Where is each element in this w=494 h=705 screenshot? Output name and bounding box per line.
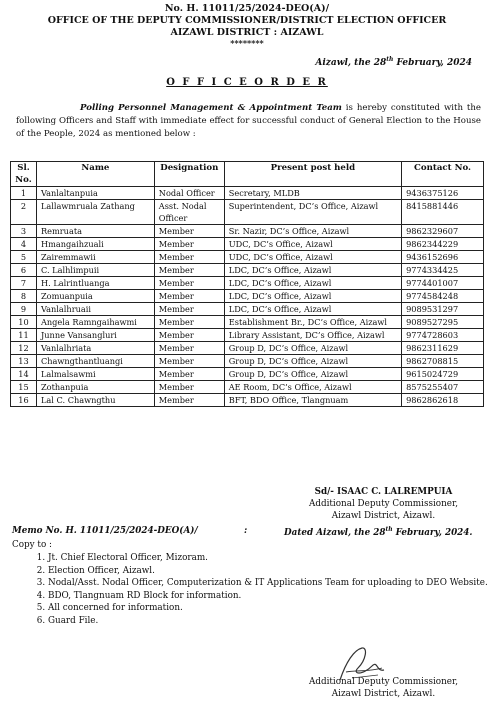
cell-designation: Member [154, 381, 224, 394]
table-row [11, 394, 484, 407]
cell-designation: Member [154, 277, 224, 290]
cell-contact: 9089527295 [402, 316, 484, 329]
signature-block [309, 486, 458, 522]
cell-designation: Member [154, 290, 224, 303]
cell-post: LDC, DC’s Office, Aizawl [224, 290, 401, 303]
cell-sl-no: 10 [11, 316, 37, 329]
cell-name: Lal C. Chawngthu [36, 394, 154, 407]
table-body [11, 187, 484, 407]
memo-colon: : [244, 526, 248, 536]
table-row [11, 238, 484, 251]
list-item: 2. Election Officer, Aizawl. [48, 565, 488, 578]
cell-post: UDC, DC’s Office, Aizawl [224, 238, 401, 251]
cell-designation: Member [154, 342, 224, 355]
col-header-name: Name [36, 162, 154, 187]
personnel-table [10, 161, 484, 407]
table-header-row [11, 162, 484, 187]
list-item: 6. Guard File. [48, 615, 488, 628]
cell-name: Remruata [36, 225, 154, 238]
memo-line [12, 526, 482, 536]
cell-post: Sr. Nazir, DC’s Office, Aizawl [224, 225, 401, 238]
cell-name: Junne Vansangluri [36, 329, 154, 342]
cell-sl-no: 6 [11, 264, 37, 277]
team-name: Polling Personnel Management & Appointment Team [80, 103, 342, 113]
cell-designation: Member [154, 303, 224, 316]
place-date: Aizawl, the 28th February, 2024 [315, 56, 472, 68]
cell-contact: 9089531297 [402, 303, 484, 316]
cell-contact: 9774584248 [402, 290, 484, 303]
cell-post: Group D, DC’s Office, Aizawl [224, 342, 401, 355]
cell-designation: Member [154, 368, 224, 381]
table-row [11, 316, 484, 329]
table-row [11, 381, 484, 394]
intro-text: is hereby constituted with the following Officers and Staff with immediate effect for successful conduct of General Election to the House of the People, 2024 as mentioned below : [16, 103, 481, 139]
header-separator: ******** [230, 38, 264, 48]
cell-designation: Member [154, 394, 224, 407]
cell-sl-no: 12 [11, 342, 37, 355]
signatory2-designation: Additional Deputy Commissioner, [308, 677, 458, 687]
cell-post: Establishment Br., DC’s Office, Aizawl [224, 316, 401, 329]
cell-name: Vanlaltanpuia [36, 187, 154, 200]
cell-sl-no: 8 [11, 290, 37, 303]
cell-contact: 9862344229 [402, 238, 484, 251]
cell-contact: 9774401007 [402, 277, 484, 290]
cell-name: Zomuanpuia [36, 290, 154, 303]
cell-post: Group D, DC’s Office, Aizawl [224, 368, 401, 381]
cell-sl-no: 3 [11, 225, 37, 238]
list-item: 5. All concerned for information. [48, 602, 488, 615]
cell-designation: Member [154, 355, 224, 368]
cell-name: H. Lalrintluanga [36, 277, 154, 290]
list-item: 1. Jt. Chief Electoral Officer, Mizoram. [48, 552, 488, 565]
col-header-designation: Designation [154, 162, 224, 187]
table-row [11, 225, 484, 238]
memo-date: Dated Aizawl, the 28th February, 2024. [284, 526, 473, 538]
table-row [11, 329, 484, 342]
memo-number-header: No. H. 11011/25/2024-DEO(A)/ [164, 3, 330, 14]
cell-designation: Member [154, 329, 224, 342]
cell-contact: 9862311629 [402, 342, 484, 355]
cell-designation: Member [154, 251, 224, 264]
office-order-title: O F F I C E O R D E R [166, 77, 328, 88]
cell-designation: Member [154, 264, 224, 277]
cell-contact: 9862708815 [402, 355, 484, 368]
cell-name: Chawngthantluangi [36, 355, 154, 368]
cell-sl-no: 1 [11, 187, 37, 200]
cell-name: Vanlalhruaii [36, 303, 154, 316]
cell-post: Secretary, MLDB [224, 187, 401, 200]
cell-name: C. Lalhlimpuii [36, 264, 154, 277]
cell-name: Lalmalsawmi [36, 368, 154, 381]
cell-sl-no: 13 [11, 355, 37, 368]
cell-name: Vanlalhriata [36, 342, 154, 355]
signatory-name: Sd/- ISAAC C. LALREMPUIA [314, 487, 453, 497]
cell-sl-no: 14 [11, 368, 37, 381]
table-row [11, 187, 484, 200]
office-name: OFFICE OF THE DEPUTY COMMISSIONER/DISTRICT ELECTION OFFICER [47, 15, 447, 26]
cell-contact: 8575255407 [402, 381, 484, 394]
signatory2-district: Aizawl District, Aizawl. [331, 689, 436, 699]
cell-sl-no: 11 [11, 329, 37, 342]
cell-post: BFT, BDO Office, Tlangnuam [224, 394, 401, 407]
cell-post: UDC, DC’s Office, Aizawl [224, 251, 401, 264]
table-row [11, 355, 484, 368]
intro-paragraph [16, 102, 481, 141]
table-row [11, 200, 484, 225]
cell-name: Hmangaihzuali [36, 238, 154, 251]
cell-name: Angela Ramngaihawmi [36, 316, 154, 329]
cell-designation: Asst. Nodal Officer [154, 200, 224, 225]
signatory-district: Aizawl District, Aizawl. [331, 511, 436, 521]
cell-post: Group D, DC’s Office, Aizawl [224, 355, 401, 368]
cell-sl-no: 7 [11, 277, 37, 290]
cell-designation: Member [154, 238, 224, 251]
cell-contact: 9774728603 [402, 329, 484, 342]
cell-contact: 9436152696 [402, 251, 484, 264]
cell-sl-no: 15 [11, 381, 37, 394]
cell-contact: 9862329607 [402, 225, 484, 238]
cell-contact: 9615024729 [402, 368, 484, 381]
cell-post: Library Assistant, DC’s Office, Aizawl [224, 329, 401, 342]
col-header-contact: Contact No. [402, 162, 484, 187]
cell-sl-no: 16 [11, 394, 37, 407]
table-row [11, 303, 484, 316]
table-row [11, 264, 484, 277]
table-row [11, 277, 484, 290]
signature-block-2 [309, 676, 458, 700]
cell-contact: 8415881446 [402, 200, 484, 225]
cell-post: LDC, DC’s Office, Aizawl [224, 264, 401, 277]
district-name: AIZAWL DISTRICT : AIZAWL [170, 27, 324, 38]
table-row [11, 342, 484, 355]
col-header-post: Present post held [224, 162, 401, 187]
cell-sl-no: 5 [11, 251, 37, 264]
list-item: 4. BDO, Tlangnuam RD Block for information. [48, 590, 488, 603]
cell-sl-no: 4 [11, 238, 37, 251]
col-header-sl: Sl. No. [11, 162, 37, 187]
list-item: 3. Nodal/Asst. Nodal Officer, Computerization & IT Applications Team for uploading to DEO Website. [48, 577, 488, 590]
copy-to-label: Copy to : [12, 540, 53, 550]
cell-post: AE Room, DC’s Office, Aizawl [224, 381, 401, 394]
copy-to-list [20, 552, 488, 628]
cell-name: Zothanpuia [36, 381, 154, 394]
cell-post: Superintendent, DC’s Office, Aizawl [224, 200, 401, 225]
cell-post: LDC, DC’s Office, Aizawl [224, 277, 401, 290]
cell-name: Zairemmawii [36, 251, 154, 264]
cell-name: Lallawmruala Zathang [36, 200, 154, 225]
table-row [11, 251, 484, 264]
cell-contact: 9862862618 [402, 394, 484, 407]
signatory-designation: Additional Deputy Commissioner, [308, 499, 458, 509]
cell-designation: Nodal Officer [154, 187, 224, 200]
cell-contact: 9774334425 [402, 264, 484, 277]
cell-post: LDC, DC’s Office, Aizawl [224, 303, 401, 316]
table-row [11, 368, 484, 381]
cell-contact: 9436375126 [402, 187, 484, 200]
cell-sl-no: 9 [11, 303, 37, 316]
memo-number: Memo No. H. 11011/25/2024-DEO(A)/ [12, 526, 198, 536]
cell-sl-no: 2 [11, 200, 37, 225]
table-row [11, 290, 484, 303]
cell-designation: Member [154, 316, 224, 329]
cell-designation: Member [154, 225, 224, 238]
